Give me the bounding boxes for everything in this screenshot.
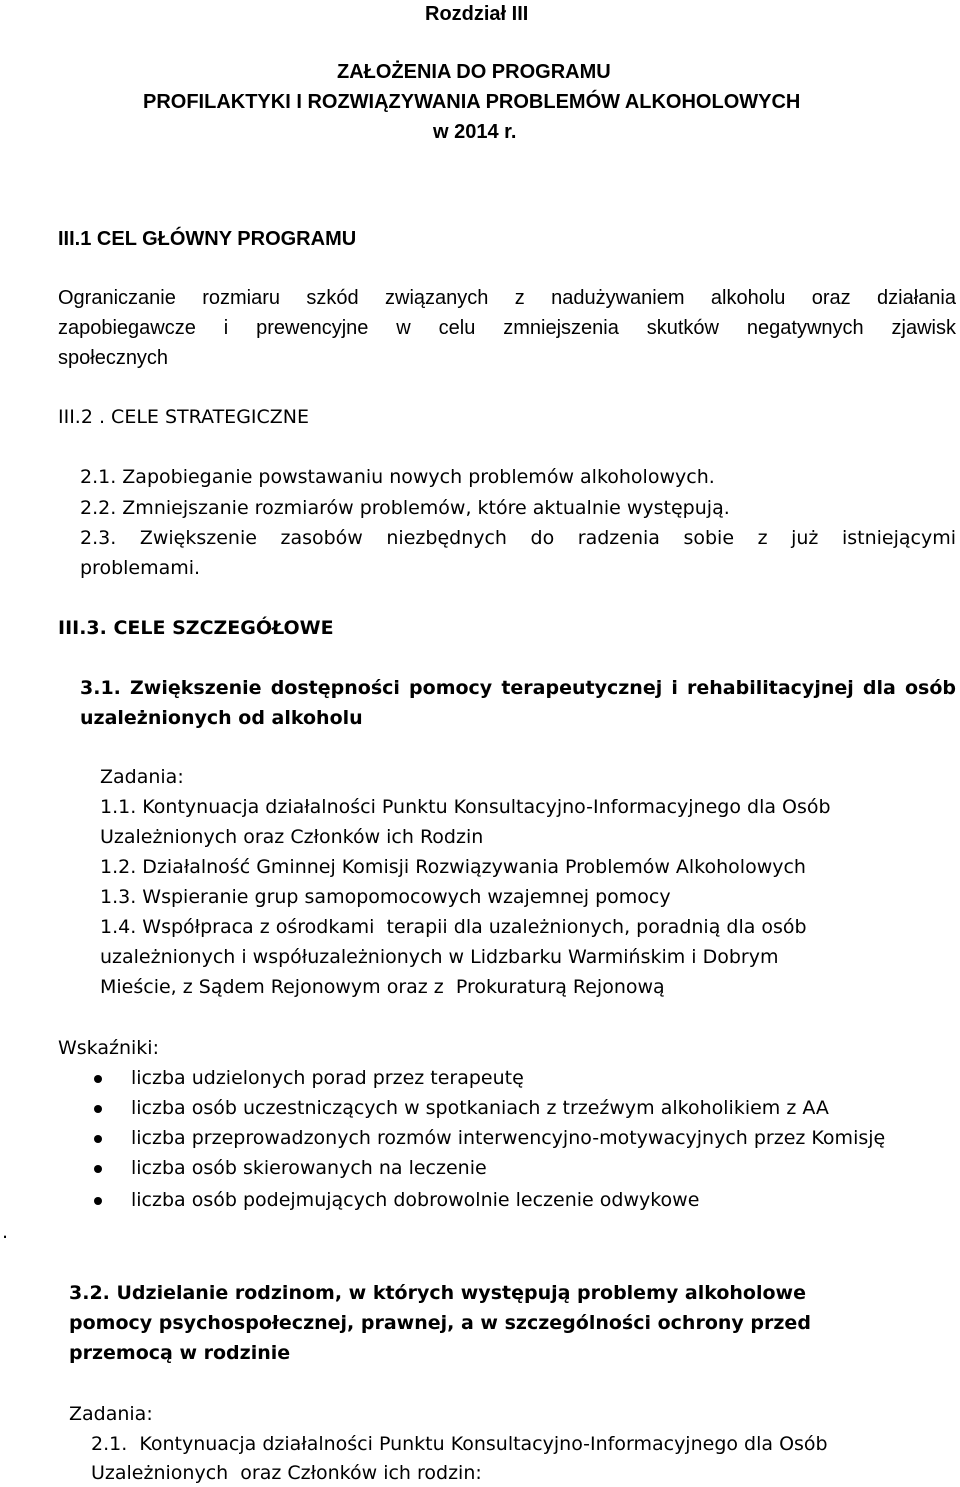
strategic-goal-item-continuation: problemami. [80, 557, 201, 579]
main-goal-text-line: Ograniczanie rozmiaru szkód związanych z nadużywaniem alkoholu oraz działania [58, 287, 956, 309]
task-item-continuation: Mieście, z Sądem Rejonowym oraz z Prokuraturą Rejonową [100, 976, 665, 998]
program-heading-line3: w 2014 r. [433, 121, 517, 143]
strategic-goal-item: 2.3. Zwiększenie zasobów niezbędnych do radzenia sobie z już istniejącymi [80, 527, 956, 549]
strategic-goal-item: 2.1. Zapobieganie powstawaniu nowych problemów alkoholowych. [80, 466, 715, 488]
indicator-item: liczba przeprowadzonych rozmów interwencyjno-motywacyjnych przez Komisję [131, 1127, 886, 1149]
indicators-label: Wskaźniki: [58, 1037, 159, 1059]
task-item: 1.2. Działalność Gminnej Komisji Rozwiązywania Problemów Alkoholowych [100, 856, 806, 878]
bullet-icon [94, 1105, 102, 1113]
chapter-title: Rozdział III [425, 3, 529, 25]
indicator-item: liczba udzielonych porad przez terapeutę [131, 1067, 524, 1089]
section-heading-detailed-goals: III.3. CELE SZCZEGÓŁOWE [58, 617, 334, 639]
indicator-item: liczba osób skierowanych na leczenie [131, 1157, 487, 1179]
task-item: 1.4. Współpraca z ośrodkami terapii dla uzależnionych, poradnią dla osób [100, 916, 807, 938]
task-item-continuation: uzależnionych i współuzależnionych w Lidzbarku Warmińskim i Dobrym [100, 946, 779, 968]
program-heading-line1: ZAŁOŻENIA DO PROGRAMU [337, 61, 611, 83]
indicator-item: liczba osób podejmujących dobrowolnie leczenie odwykowe [131, 1189, 700, 1211]
indicator-item: liczba osób uczestniczących w spotkaniach z trzeźwym alkoholikiem z AA [131, 1097, 829, 1119]
tasks-label: Zadania: [100, 766, 184, 788]
goal-3-2-title-continuation: przemocą w rodzinie [69, 1342, 291, 1364]
task-item: 1.1. Kontynuacja działalności Punktu Konsultacyjno-Informacyjnego dla Osób [100, 796, 831, 818]
bullet-icon [94, 1135, 102, 1143]
goal-3-2-title-continuation: pomocy psychospołecznej, prawnej, a w szczególności ochrony przed [69, 1312, 811, 1334]
bullet-icon [94, 1197, 102, 1205]
goal-3-1-title: 3.1. Zwiększenie dostępności pomocy terapeutycznej i rehabilitacyjnej dla osób [80, 677, 956, 699]
program-heading-line2: PROFILAKTYKI I ROZWIĄZYWANIA PROBLEMÓW ALKOHOLOWYCH [143, 91, 801, 113]
goal-3-1-title-continuation: uzależnionych od alkoholu [80, 707, 363, 729]
task-item: 1.3. Wspieranie grup samopomocowych wzajemnej pomocy [100, 886, 671, 908]
section-heading-strategic-goals: III.2 . CELE STRATEGICZNE [58, 406, 310, 428]
main-goal-text-line: zapobiegawcze i prewencyjne w celu zmniejszenia skutków negatywnych zjawisk [58, 317, 956, 339]
bullet-icon [94, 1165, 102, 1173]
main-goal-text-line: społecznych [58, 347, 169, 369]
task-item: 2.1. Kontynuacja działalności Punktu Konsultacyjno-Informacyjnego dla Osób [91, 1433, 828, 1455]
stray-dot: . [2, 1221, 9, 1243]
strategic-goal-item: 2.2. Zmniejszanie rozmiarów problemów, które aktualnie występują. [80, 497, 730, 519]
goal-3-2-title: 3.2. Udzielanie rodzinom, w których występują problemy alkoholowe [69, 1282, 806, 1304]
task-item-continuation: Uzależnionych oraz Członków ich rodzin: [91, 1462, 482, 1484]
bullet-icon [94, 1075, 102, 1083]
tasks-label: Zadania: [69, 1403, 153, 1425]
task-item-continuation: Uzależnionych oraz Członków ich Rodzin [100, 826, 484, 848]
section-heading-main-goal: III.1 CEL GŁÓWNY PROGRAMU [58, 228, 357, 250]
